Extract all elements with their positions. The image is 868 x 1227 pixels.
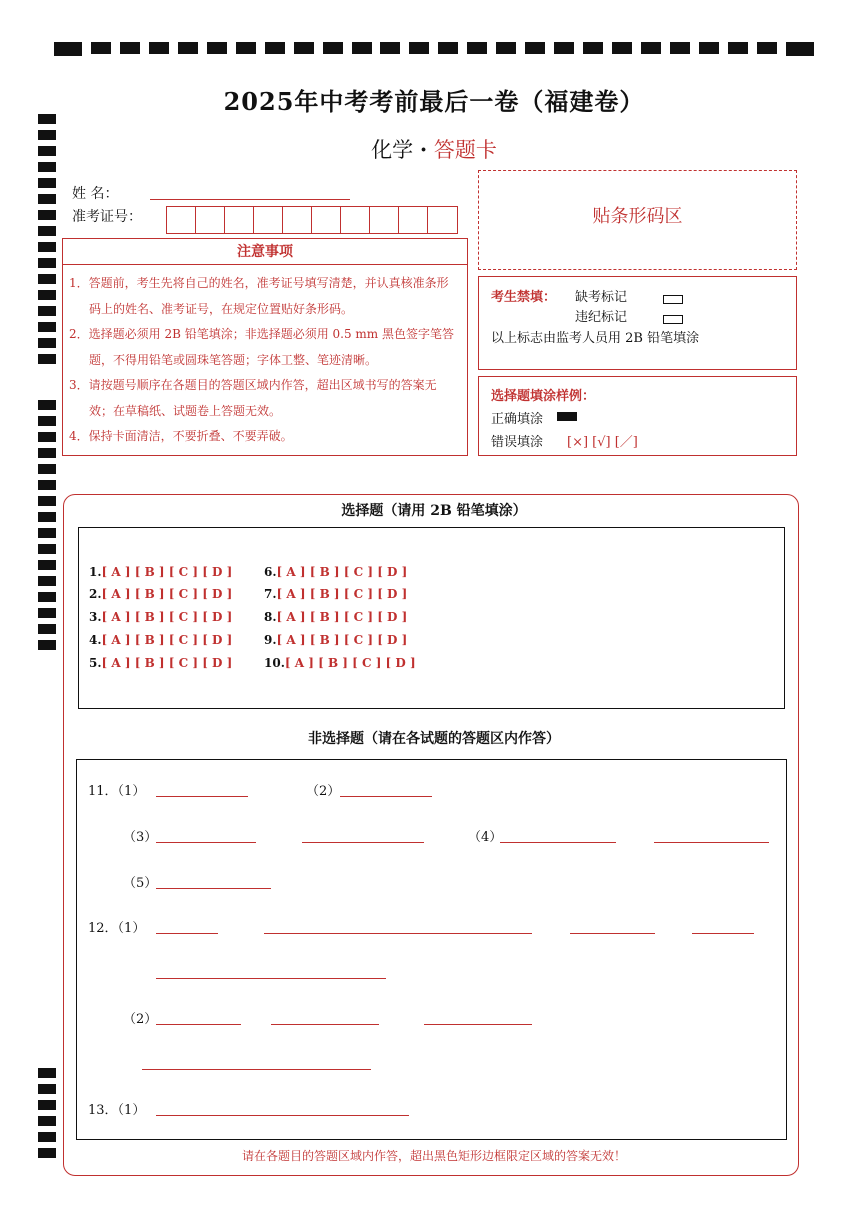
id-digit-box[interactable] [283,207,312,233]
examinee-forbidden-panel [478,276,797,370]
id-digit-box[interactable] [428,207,457,233]
choice-row[interactable]: 4.[ A ] [ B ] [ C ] [ D ] [89,633,233,647]
page-subtitle [0,134,868,164]
q12-2-answer-line-2[interactable] [271,1024,379,1025]
left-timing-marks-middle [38,400,56,656]
q11-5-answer-line[interactable] [156,888,271,889]
choice-row[interactable]: 6.[ A ] [ B ] [ C ] [ D ] [264,565,408,579]
notice-panel [62,238,468,456]
choice-row[interactable]: 8.[ A ] [ B ] [ C ] [ D ] [264,610,408,624]
q12-2-answer-line-4[interactable] [142,1069,371,1070]
notice-item: 3．请按题号顺序在各题目的答题区域内作答，超出区域书写的答案无效；在草稿纸、试题卷上答题无效。 [69,378,437,418]
q12-2-answer-line-3[interactable] [424,1024,532,1025]
choice-row[interactable]: 7.[ A ] [ B ] [ C ] [ D ] [264,587,408,601]
q13-label: 13．（1） [88,1103,146,1118]
wrong-fill-label: 错误填涂 [491,435,544,450]
forbidden-label: 考生禁填： [491,290,557,305]
id-digit-box[interactable] [312,207,341,233]
violation-mark-label: 违纪标记 [575,310,628,325]
barcode-area: 贴条形码区 [478,170,797,270]
q12-1-answer-line-2[interactable] [264,933,532,934]
nonchoice-section-title: 非选择题（请在各试题的答题区内作答） [308,731,560,747]
q12-1-answer-line[interactable] [156,933,218,934]
q12-1-answer-line-3[interactable] [570,933,655,934]
id-digit-box[interactable] [399,207,428,233]
absent-mark-label: 缺考标记 [575,290,628,305]
choice-row[interactable]: 10.[ A ] [ B ] [ C ] [ D ] [264,656,416,670]
name-label: 姓 名： [72,186,119,202]
q12-2-answer-line[interactable] [156,1024,241,1025]
absent-mark-box[interactable] [663,289,683,308]
correct-fill-label: 正确填涂 [491,412,544,427]
notice-item: 2．选择题必须用 2B 铅笔填涂；非选择题必须用 0.5 mm 黑色签字笔答题，不得用铅笔或圆珠笔答题；字体工整、笔迹清晰。 [69,327,455,367]
sample-title: 选择题填涂样例： [491,389,596,404]
id-digit-box[interactable] [370,207,399,233]
notice-item: 4．保持卡面清洁，不要折叠、不要弄破。 [69,429,293,443]
q11-3-label: （3） [123,830,158,845]
id-digit-box[interactable] [196,207,225,233]
q13-1-answer-line[interactable] [156,1115,409,1116]
id-digit-box[interactable] [254,207,283,233]
subject-name: 化学 [371,138,414,162]
card-name: 答题卡 [433,138,497,162]
exam-id-boxes[interactable] [166,206,458,234]
choice-row[interactable]: 3.[ A ] [ B ] [ C ] [ D ] [89,610,233,624]
id-digit-box[interactable] [225,207,254,233]
q12-label: 12．（1） [88,921,146,936]
q12-1-answer-line-5[interactable] [156,978,386,979]
q12-2-label: （2） [123,1012,158,1027]
subtitle-dot: · [419,137,428,162]
choice-row[interactable]: 1.[ A ] [ B ] [ C ] [ D ] [89,565,233,579]
id-digit-box[interactable] [167,207,196,233]
q11-label: 11．（1） [88,784,146,799]
q11-4-label: （4） [468,830,503,845]
q11-4-answer-line-2[interactable] [654,842,769,843]
correct-fill-sample [557,412,577,421]
choice-row[interactable]: 2.[ A ] [ B ] [ C ] [ D ] [89,587,233,601]
choice-section-title: 选择题（请用 2B 铅笔填涂） [341,503,527,519]
notice-heading: 注意事项 [63,239,467,265]
wrong-fill-samples: [×] [√] [／] [567,435,638,450]
nonchoice-answer-box [76,759,787,1140]
q11-3-answer-line-2[interactable] [302,842,424,843]
name-field[interactable] [150,184,350,200]
q11-2-answer-line[interactable] [340,796,432,797]
q11-1-answer-line[interactable] [156,796,248,797]
choice-row[interactable]: 9.[ A ] [ B ] [ C ] [ D ] [264,633,408,647]
q11-4-answer-line[interactable] [500,842,616,843]
violation-mark-box[interactable] [663,309,683,328]
page-title: 2025年中考考前最后一卷（福建卷） [223,87,645,116]
forbidden-note: 以上标志由监考人员用 2B 铅笔填涂 [491,331,700,346]
footer-warning: 请在各题目的答题区域内作答，超出黑色矩形边框限定区域的答案无效！ [241,1149,626,1163]
id-digit-box[interactable] [341,207,370,233]
id-label: 准考证号： [72,209,142,225]
fill-sample-panel [478,376,797,456]
choice-row[interactable]: 5.[ A ] [ B ] [ C ] [ D ] [89,656,233,670]
top-timing-marks [54,42,814,56]
q11-3-answer-line[interactable] [156,842,256,843]
q12-1-answer-line-4[interactable] [692,933,754,934]
q11-5-label: （5） [123,876,158,891]
notice-item: 1．答题前，考生先将自己的姓名，准考证号填写清楚，并认真核准条形码上的姓名、准考证号，在规定位置贴好条形码。 [69,276,449,316]
q11-2-label: （2） [306,784,341,799]
